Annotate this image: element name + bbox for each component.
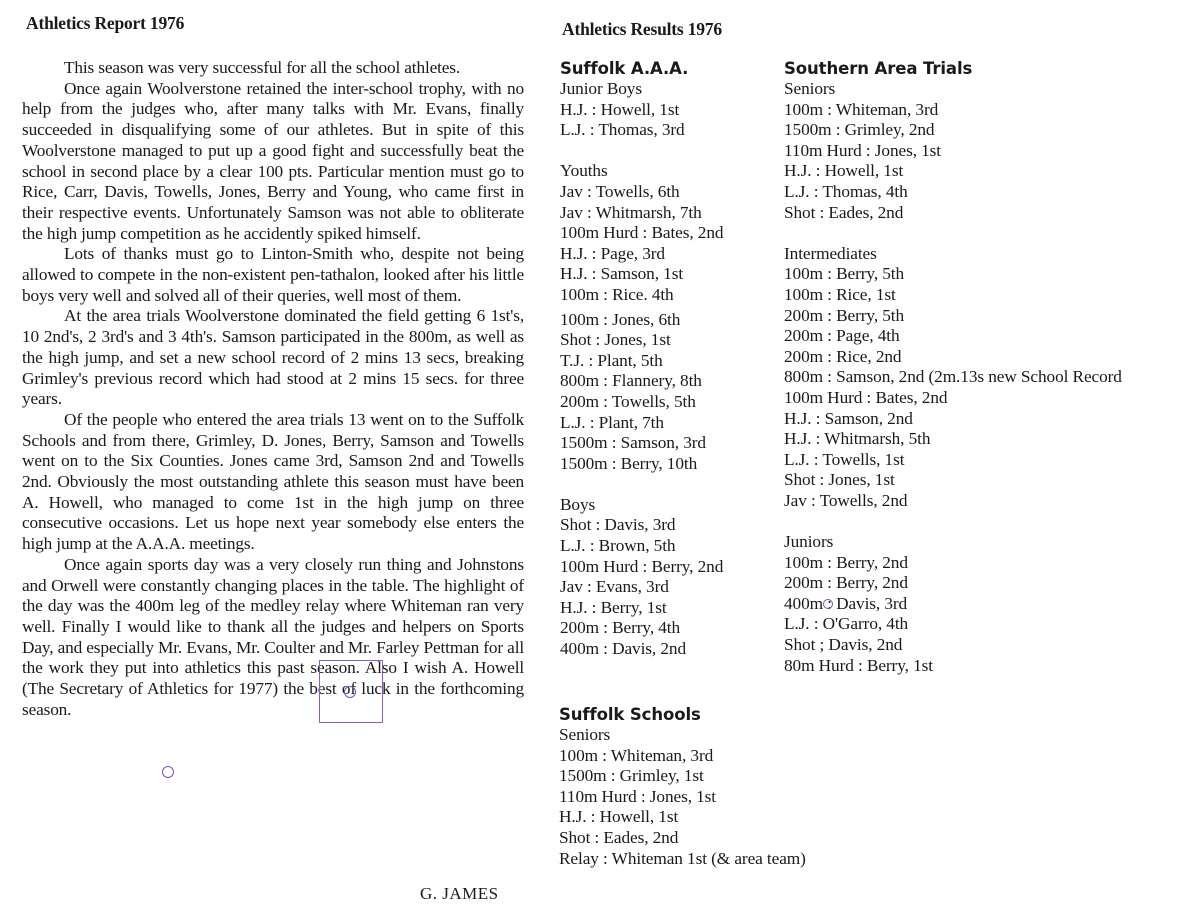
result-line: L.J. : Thomas, 4th — [784, 181, 908, 201]
result-line: Shot : Jones, 1st — [784, 470, 895, 490]
result-line: L.J. : Towells, 1st — [784, 449, 905, 469]
result-line: L.J. : O'Garro, 4th — [784, 614, 909, 634]
report-paragraph: Once again Woolverstone retained the inter-school trophy, with no help from the judges who, after many talks with Mr. Evans, finally succeeded in disqualifying some of our athletes. But in spite of this Woolverstone managed to put up a good fight and successfully beat the school in second place by a clear 100 pts. Particular mention must go to Rice, Carr, Davis, Towells, Jones, Berry and Young, who came first in their respective events. Unfortunately Samson was not able to obliterate the high jump competition as he accidently spiked himself. — [22, 78, 524, 243]
report-signature: G. JAMES — [420, 884, 499, 903]
result-line: Jav : Evans, 3rd — [560, 577, 669, 597]
group-junior-boys — [560, 79, 780, 141]
result-line: Jav : Whitmarsh, 7th — [560, 202, 702, 222]
report-title: Athletics Report 1976 — [26, 13, 185, 33]
group-boys — [560, 495, 780, 660]
result-line: Shot : Davis, 3rd — [560, 515, 676, 535]
result-line: 110m Hurd : Jones, 1st — [784, 140, 942, 160]
result-line: H.J. : Whitmarsh, 5th — [784, 429, 931, 449]
result-line: 800m : Samson, 2nd (2m.13s new School Record — [784, 367, 1122, 387]
group-seniors — [559, 725, 879, 869]
result-line: 100m Hurd : Berry, 2nd — [560, 556, 724, 576]
cursor-marker-icon — [162, 766, 174, 778]
result-line: Jav : Towells, 6th — [560, 181, 680, 201]
result-line: 100m Hurd : Bates, 2nd — [784, 387, 948, 407]
result-line: H.J. : Howell, 1st — [784, 161, 904, 181]
section-heading: Southern Area Trials — [784, 59, 973, 78]
result-line: T.J. : Plant, 5th — [560, 350, 663, 370]
group-juniors — [784, 532, 1200, 676]
result-line: 100m : Whiteman, 3rd — [559, 745, 714, 765]
result-line: 1500m : Grimley, 1st — [559, 766, 704, 786]
result-line: H.J. : Samson, 1st — [560, 264, 684, 284]
result-line: 1500m : Berry, 10th — [560, 453, 698, 473]
result-line: 800m : Flannery, 8th — [560, 371, 702, 391]
result-line: L.J. : Brown, 5th — [560, 536, 676, 556]
result-line: H.J. : Page, 3rd — [560, 243, 665, 263]
result-line: Shot : Eades, 2nd — [559, 827, 679, 847]
result-line: 1500m : Grimley, 2nd — [784, 120, 935, 140]
results-title: Athletics Results 1976 — [562, 19, 722, 39]
group-label: Boys — [560, 494, 596, 514]
result-line: 80m Hurd : Berry, 1st — [784, 655, 933, 675]
result-line: 100m : Whiteman, 3rd — [784, 99, 939, 119]
group-label: Seniors — [559, 725, 611, 744]
result-line: 200m : Berry, 2nd — [784, 573, 908, 593]
report-paragraph: Of the people who entered the area trials 13 went on to the Suffolk Schools and from there, Grimley, D. Jones, Berry, Samson and Towells went on to the Six Counties. Jones came 3rd, Samson 2nd and Towells 2nd. Obviously the most outstanding athlete this season must have been A. Howell, who managed to come 1st in the high jump on three consecutive occasions. Let us hope next year somebody else enters the high jump at the A.A.A. meetings. — [22, 409, 524, 554]
suffolk-aaa-section — [560, 59, 780, 660]
result-line: 200m : Towells, 5th — [560, 391, 696, 411]
result-line: Relay : Whiteman 1st (& area team) — [559, 848, 806, 868]
result-line: 1500m : Samson, 3rd — [560, 433, 706, 453]
section-heading: Suffolk Schools — [559, 705, 701, 724]
result-line: H.J. : Howell, 1st — [560, 99, 680, 119]
result-line: Shot ; Davis, 2nd — [784, 635, 903, 655]
result-line: 100m : Berry, 2nd — [784, 552, 908, 572]
group-seniors — [784, 79, 1200, 223]
result-line: L.J. : Plant, 7th — [560, 412, 664, 432]
group-label: Youths — [560, 161, 608, 181]
result-line: H.J. : Howell, 1st — [559, 807, 679, 827]
group-label: Junior Boys — [560, 79, 642, 98]
athletics-report — [22, 12, 524, 721]
result-line: 400m : Davis, 2nd — [560, 639, 686, 659]
group-label: Juniors — [784, 532, 834, 552]
result-line: L.J. : Thomas, 3rd — [560, 120, 685, 140]
result-line: 400m : Davis, 3rd — [784, 593, 908, 613]
result-line: 200m : Berry, 4th — [560, 618, 681, 638]
result-line: Jav : Towells, 2nd — [784, 490, 908, 510]
result-line: H.J. : Berry, 1st — [560, 597, 667, 617]
result-line: Shot : Jones, 1st — [560, 330, 671, 350]
report-paragraph: At the area trials Woolverstone dominated the field getting 6 1st's, 10 2nd's, 2 3rd's and 3 4th's. Samson participated in the 800m, as well as the high jump, and set a new school record of 2 mins 13 secs, breaking Grimley's previous record which had stood at 2 mins 15 secs. for three years. — [22, 306, 524, 409]
result-line: 200m : Page, 4th — [784, 326, 900, 346]
southern-area-trials-section — [784, 59, 1200, 676]
result-line: 100m : Rice. 4th — [560, 284, 674, 304]
result-line: 200m : Berry, 5th — [784, 305, 905, 325]
report-body — [22, 58, 524, 721]
result-line: 100m : Jones, 6th — [560, 309, 681, 329]
group-label: Seniors — [784, 79, 836, 98]
result-line: Shot : Eades, 2nd — [784, 202, 904, 222]
report-paragraph: Lots of thanks must go to Linton-Smith who, despite not being allowed to compete in the non-existent pen-tathalon, looked after his little boys very well and solved all of their queries, well most of them. — [22, 244, 524, 305]
group-intermediates — [784, 244, 1200, 512]
result-line: 200m : Rice, 2nd — [784, 346, 902, 366]
report-paragraph: This season was very successful for all the school athletes. — [64, 58, 461, 77]
suffolk-schools-section — [559, 705, 879, 869]
result-line: H.J. : Samson, 2nd — [784, 408, 913, 428]
group-youths — [560, 161, 780, 474]
group-label: Intermediates — [784, 243, 877, 263]
result-line: 100m : Berry, 5th — [784, 264, 905, 284]
result-line: 100m : Rice, 1st — [784, 284, 896, 304]
section-heading: Suffolk A.A.A. — [560, 59, 689, 78]
report-paragraph: Once again sports day was a very closely run thing and Johnstons and Orwell were constantly changing places in the table. The highlight of the day was the 400m leg of the medley relay where Whiteman ran very well. Finally I would like to thank all the judges and helpers on Sports Day, and especially Mr. Evans, Mr. Coulter and Mr. Farley Pettman for all the work they put into athletics this past season. Also I wish A. Howell (The Secretary of Athletics for 1977) the best of luck in the forthcoming season. — [22, 554, 524, 719]
result-line: 110m Hurd : Jones, 1st — [559, 786, 717, 806]
result-line: 100m Hurd : Bates, 2nd — [560, 223, 724, 243]
